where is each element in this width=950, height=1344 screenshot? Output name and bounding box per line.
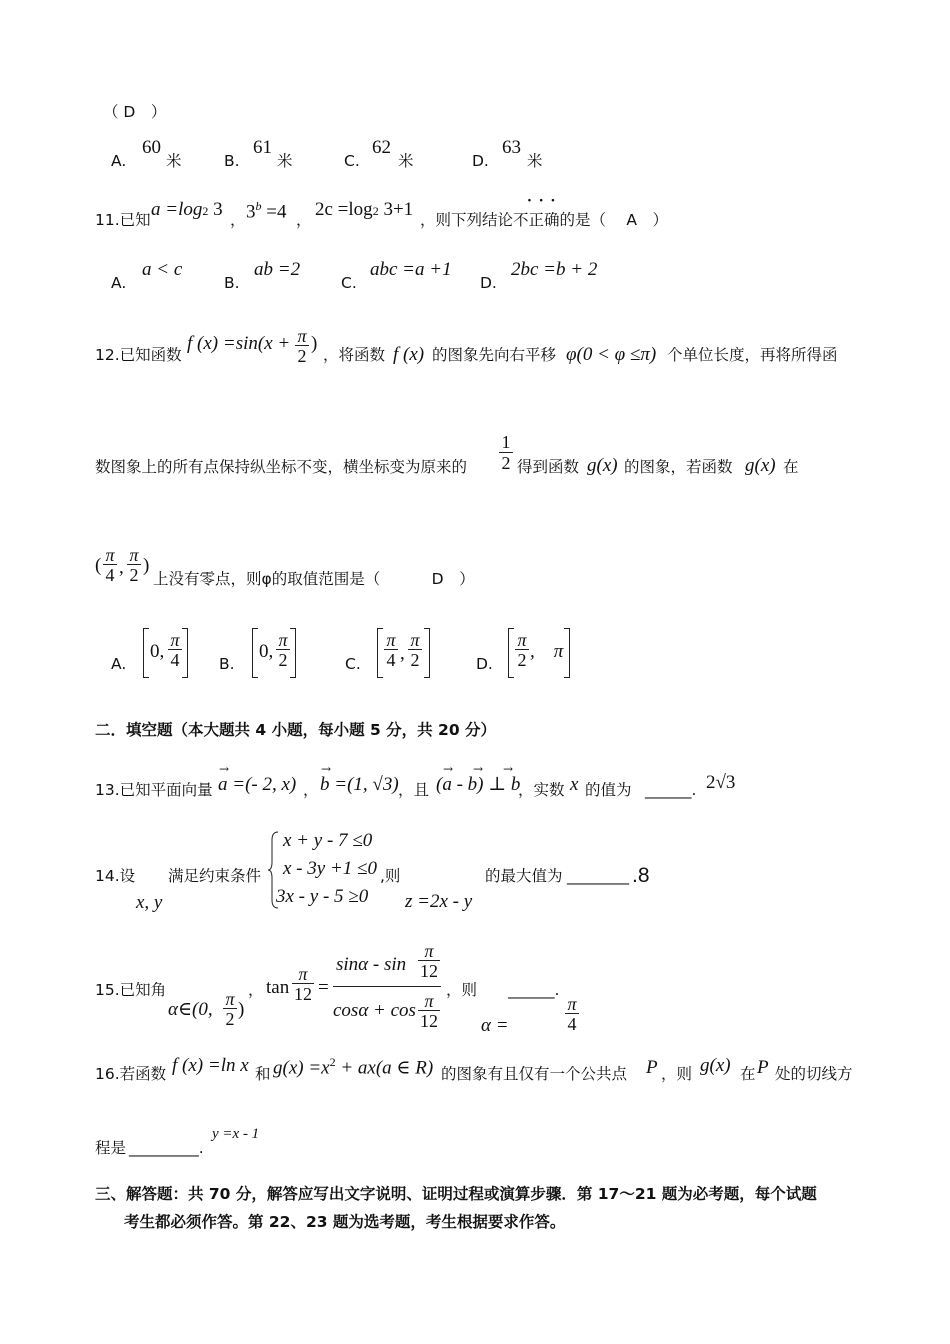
q11-eq1: a =log2 3 bbox=[151, 199, 223, 220]
q12-gx-2: g(x) bbox=[745, 455, 776, 476]
q12-option-c-frac-2: $\frac{\pi}{2}$ bbox=[408, 631, 422, 670]
q12-option-a-zero: 0, bbox=[150, 641, 165, 662]
q12-interval-pi-over-4: $\frac{\pi}{4}$ bbox=[103, 546, 117, 585]
q15-pi-over-2: $\frac{\pi}{2}$ bbox=[223, 990, 237, 1029]
q13-prefix: 13.已知平面向量 bbox=[95, 781, 213, 799]
q12-prefix: 12.已知函数 bbox=[95, 346, 182, 364]
q16-f: f (x) =ln x bbox=[172, 1055, 249, 1076]
q13-vector-arrow-perp-a: → bbox=[443, 762, 454, 776]
q15-blank: ______. bbox=[508, 981, 560, 999]
q12-pi-over-2: $\frac{\pi}{2}$ bbox=[295, 327, 309, 366]
q12-phi-range: φ(0 < φ ≤π) bbox=[566, 344, 657, 365]
q16-blank: _________. bbox=[129, 1139, 204, 1157]
q14-constraint-3: 3x - y - 5 ≥0 bbox=[276, 886, 369, 907]
q11-comma-1: ， bbox=[230, 211, 246, 229]
q11-option-c-expr: abc =a +1 bbox=[370, 259, 452, 280]
q10-option-b-number: 61 bbox=[253, 137, 272, 158]
q12-close-paren: ) bbox=[311, 333, 318, 354]
q14-constraint-2: x - 3y +1 ≤0 bbox=[283, 858, 377, 879]
q13-vector-b: b =(1, √3) bbox=[320, 774, 399, 795]
q12-interval-close: ) bbox=[143, 555, 150, 576]
q11-comma-2: ， bbox=[296, 211, 312, 229]
q12-option-b-label: B. bbox=[219, 655, 235, 673]
q14-cond-text: 满足约束条件 bbox=[168, 867, 262, 885]
q10-option-c-number: 62 bbox=[372, 137, 391, 158]
q12-option-d-frac: $\frac{\pi}{2}$ bbox=[515, 631, 529, 670]
q12-option-b-bracket-left bbox=[252, 628, 258, 678]
q11-eq2: 3$^b$ =4 bbox=[246, 199, 287, 223]
q16-text-4: 处的切线方 bbox=[775, 1065, 853, 1083]
q12-line3-text: 上没有零点，则φ的取值范围是（ D ） bbox=[153, 570, 475, 588]
q14-objective: z =2x - y bbox=[405, 891, 473, 912]
q15-num-frac: $\frac{\pi}{12}$ bbox=[420, 941, 438, 981]
q10-option-a-label: A. bbox=[111, 152, 127, 170]
q15-alpha-in: α∈(0, bbox=[168, 999, 213, 1020]
q11-option-d-label: D. bbox=[480, 274, 497, 292]
q16-line2: 程是 bbox=[95, 1139, 127, 1157]
q15-prefix: 15.已知角 bbox=[95, 981, 167, 999]
q12-option-c-label: C. bbox=[345, 655, 361, 673]
q13-text-2: ，实数 bbox=[518, 781, 565, 799]
q12-option-a-label: A. bbox=[111, 655, 127, 673]
section-3-line-2: 考生都必须作答。第 22、23 题为选考题，考生根据要求作答。 bbox=[124, 1213, 566, 1231]
q14-prefix: 14.设 bbox=[95, 867, 136, 885]
q10-option-a-number: 60 bbox=[142, 137, 161, 158]
q11-option-b-label: B. bbox=[224, 274, 240, 292]
q10-option-d-number: 63 bbox=[502, 137, 521, 158]
q11-option-d-expr: 2bc =b + 2 bbox=[511, 259, 598, 280]
q15-close: ) bbox=[238, 999, 245, 1020]
q12-interval-pi-over-2: $\frac{\pi}{2}$ bbox=[127, 546, 141, 585]
q12-option-c-bracket-left bbox=[377, 628, 383, 678]
q13-x: x bbox=[570, 774, 579, 795]
q16-and: 和 bbox=[255, 1065, 271, 1083]
q14-blank: ________ bbox=[567, 867, 629, 885]
q16-P: P bbox=[646, 1057, 658, 1078]
q12-option-b-bracket-right bbox=[290, 628, 296, 678]
q12-f-expr: f (x) =sin(x + bbox=[187, 333, 291, 354]
q12-gx: g(x) bbox=[587, 455, 618, 476]
q12-option-b-zero: 0, bbox=[259, 641, 274, 662]
q10-option-c-unit: 米 bbox=[398, 152, 414, 170]
q13-text-1: ，且 bbox=[398, 781, 430, 799]
q16-g: $g(x) =x^2 + ax(a$ ∈ R) bbox=[273, 1055, 434, 1079]
q12-text-2: 的图象先向右平移 bbox=[432, 346, 557, 364]
q13-perp: (a - b) ⊥ b bbox=[436, 774, 521, 795]
q12-option-c-comma: , bbox=[400, 643, 405, 664]
q12-option-d-bracket-left bbox=[508, 628, 514, 678]
q11-option-a-label: A. bbox=[111, 274, 127, 292]
q15-denominator: cosα + cos bbox=[333, 1000, 416, 1021]
q12-interval-comma: , bbox=[119, 557, 124, 578]
q15-tan-frac: $\frac{\pi}{12}$ bbox=[294, 964, 312, 1004]
q14-then: ,则 bbox=[380, 867, 401, 885]
q16-answer: y =x - 1 bbox=[212, 1126, 260, 1142]
q11-emphasis-dots: · · · bbox=[527, 193, 557, 209]
q12-option-a-bracket-left bbox=[143, 628, 149, 678]
q14-vars: x, y bbox=[136, 892, 163, 913]
q14-constraint-1: x + y - 7 ≤0 bbox=[283, 830, 373, 851]
q12-option-c-bracket-right bbox=[424, 628, 430, 678]
q12-option-a-frac: $\frac{\pi}{4}$ bbox=[168, 631, 182, 670]
q12-line2-text-3: 的图象，若函数 bbox=[624, 458, 733, 476]
q15-den-frac: $\frac{\pi}{12}$ bbox=[420, 991, 438, 1031]
q14-text: 的最大值为 bbox=[485, 867, 563, 885]
q13-vector-arrow-a: → bbox=[219, 762, 230, 776]
q15-answer: $\frac{\pi}{4}$ bbox=[565, 995, 579, 1034]
q16-text-3: 在 bbox=[740, 1065, 756, 1083]
section-3-line-1: 三、解答题：共 70 分，解答应写出文字说明、证明过程或演算步骤．第 17～21 题为必考题，每个试题 bbox=[95, 1185, 817, 1203]
q12-option-d-label: D. bbox=[476, 655, 493, 673]
q11-option-b-expr: ab =2 bbox=[254, 259, 301, 280]
q12-fx: f (x) bbox=[393, 344, 425, 365]
q12-text-1: ，将函数 bbox=[323, 346, 386, 364]
q10-option-d-unit: 米 bbox=[527, 152, 543, 170]
q10-answer: （ D ） bbox=[103, 103, 167, 121]
q10-option-b-label: B. bbox=[224, 152, 240, 170]
q15-comma: ， bbox=[248, 981, 264, 999]
q15-main-fraction-line bbox=[333, 986, 441, 987]
q12-interval-open: ( bbox=[95, 555, 102, 576]
q15-eq: = bbox=[318, 977, 329, 998]
q12-option-b-frac: $\frac{\pi}{2}$ bbox=[276, 631, 290, 670]
q10-option-c-label: C. bbox=[344, 152, 360, 170]
q14-answer: .8 bbox=[632, 864, 650, 887]
q13-vector-arrow-perp-b: → bbox=[473, 762, 484, 776]
q15-tan: tan bbox=[266, 977, 290, 998]
q10-option-d-label: D. bbox=[472, 152, 489, 170]
q12-text-3: 个单位长度，再将所得函 bbox=[667, 346, 838, 364]
q11-option-c-label: C. bbox=[341, 274, 357, 292]
q13-answer: 2√3 bbox=[706, 772, 736, 793]
q13-vector-a: a =(- 2, x) bbox=[218, 774, 297, 795]
q10-option-b-unit: 米 bbox=[277, 152, 293, 170]
q12-option-c-frac-1: $\frac{\pi}{4}$ bbox=[384, 631, 398, 670]
q16-gx: g(x) bbox=[700, 1055, 731, 1076]
q16-P-2: P bbox=[757, 1057, 769, 1078]
q13-blank: ______. bbox=[645, 781, 697, 799]
q13-vector-arrow-b: → bbox=[321, 762, 332, 776]
q15-then: ，则 bbox=[446, 981, 478, 999]
q11-text: ，则下列结论不正确的是（ A ） bbox=[420, 211, 669, 229]
q12-one-half: $\frac{1}{2}$ bbox=[499, 432, 513, 473]
q13-text-3: 的值为 bbox=[585, 781, 632, 799]
q11-eq3: 2c =log2 3+1 bbox=[315, 199, 414, 220]
q11-prefix: 11.已知 bbox=[95, 211, 151, 229]
section-2-heading: 二．填空题（本大题共 4 小题，每小题 5 分，共 20 分） bbox=[95, 721, 497, 739]
q11-option-a-expr: a < c bbox=[142, 259, 183, 280]
q16-text-1: 的图象有且仅有一个公共点 bbox=[441, 1065, 628, 1083]
q12-line2-text-4: 在 bbox=[783, 458, 799, 476]
q12-line2-text-2: 得到函数 bbox=[517, 458, 580, 476]
q12-option-d-tail: , π bbox=[530, 641, 564, 662]
q16-text-2: ，则 bbox=[661, 1065, 693, 1083]
q12-option-d-bracket-right bbox=[564, 628, 570, 678]
q15-numerator: sinα - sin bbox=[336, 954, 407, 975]
q16-prefix: 16.若函数 bbox=[95, 1065, 167, 1083]
q13-vector-arrow-perp-b2: → bbox=[503, 762, 514, 776]
q13-comma: ， bbox=[303, 781, 319, 799]
q12-option-a-bracket-right bbox=[182, 628, 188, 678]
q15-alpha-eq: α = bbox=[481, 1015, 509, 1036]
q12-line2-text-1: 数图象上的所有点保持纵坐标不变，横坐标变为原来的 bbox=[95, 458, 468, 476]
q10-option-a-unit: 米 bbox=[166, 152, 182, 170]
